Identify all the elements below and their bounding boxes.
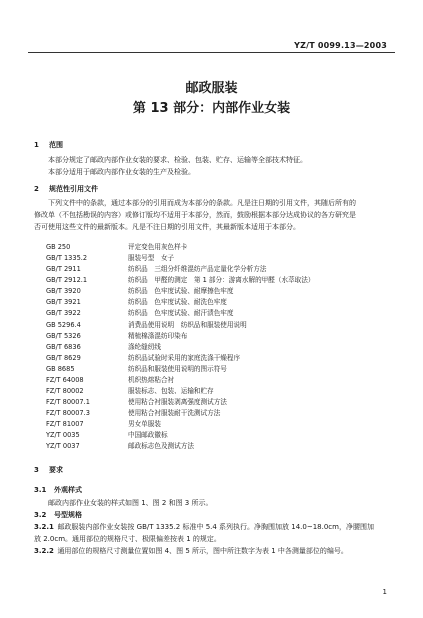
section-1-heading (34, 140, 63, 150)
section-title: 号型规格 (54, 511, 82, 519)
reference-item (46, 430, 314, 441)
reference-code: GB 8685 (46, 364, 75, 373)
reference-item (46, 275, 314, 286)
paragraph: 本部分规定了邮政内部作业女装的要求、检验、包装、贮存、运输等全部技术特征。 (48, 156, 307, 164)
reference-item (46, 253, 314, 264)
reference-item (46, 353, 314, 364)
section-title: 要求 (49, 466, 63, 474)
reference-title: 评定变色用灰色样卡 (128, 243, 188, 251)
section-3-2-2-body (34, 545, 390, 557)
reference-title: 消费品使用说明 纺织品和服装使用说明 (128, 320, 247, 329)
section-number: 3 (34, 466, 39, 474)
paragraph: 本部分适用于邮政内部作业女装的生产及检验。 (48, 168, 195, 176)
paragraph-line: 修改单（不包括勘误的内容）或修订版均不适用于本部分，然而，鼓励根据本部分达成协议的各方研究是 (34, 211, 356, 219)
section-3-2-heading (34, 510, 82, 520)
section-3-1-heading (34, 485, 82, 495)
page-number: 1 (382, 588, 387, 596)
section-number: 1 (34, 141, 39, 149)
reference-code: FZ/T 80007.1 (46, 398, 90, 407)
reference-title: 纺织品 三组分纤维混纺产品定量化学分析方法 (128, 265, 267, 274)
reference-code: FZ/T 81007 (46, 420, 84, 429)
reference-title: 纺织品 色牢度试验、耐洗色牢度 (128, 298, 227, 307)
section-3-heading (34, 465, 63, 475)
reference-title: 机织热熔粘合衬 (128, 375, 175, 384)
reference-title: 使用粘合衬服装耐干洗测试方法 (128, 409, 221, 418)
reference-item (46, 342, 314, 353)
reference-title: 纺织品试验时采用的家庭洗涤干燥程序 (128, 353, 241, 362)
clause-number: 3.2.2 (34, 547, 54, 555)
reference-code: GB/T 5326 (46, 331, 81, 340)
reference-code: GB 250 (46, 243, 71, 251)
reference-code: GB/T 6836 (46, 342, 81, 351)
reference-code: FZ/T 80007.3 (46, 409, 90, 418)
section-title: 范围 (49, 141, 63, 149)
paragraph: 邮政内部作业女装的样式如图 1、图 2 和图 3 所示。 (48, 499, 213, 507)
reference-list (46, 242, 314, 452)
reference-title: 精梳棉涤混纺印染布 (128, 331, 188, 340)
reference-item (46, 264, 314, 275)
reference-item (46, 419, 314, 430)
header-rule (28, 52, 395, 53)
clause-text: 邮政服装内部作业女装按 GB/T 1335.2 标准中 5.4 系列执行。净胸围加放 14.0~18.0cm，净腰围加 (57, 523, 374, 531)
reference-item (46, 308, 314, 319)
section-number: 3.1 (34, 486, 47, 494)
reference-code: GB/T 3921 (46, 298, 81, 307)
section-title: 规范性引用文件 (49, 185, 98, 193)
reference-title: 服装号型 女子 (128, 254, 175, 263)
reference-title: 中国邮政徽标 (128, 431, 168, 440)
reference-item (46, 397, 314, 408)
section-1-body (34, 154, 390, 178)
reference-code: FZ/T 64008 (46, 375, 84, 384)
clause-text: 通用部位的规格尺寸测量位置如图 4、图 5 所示，图中所注数字为表 1 中各测量部位的编号。 (57, 547, 348, 555)
section-title: 外观样式 (54, 486, 82, 494)
document-number: YZ/T 0099.13—2003 (294, 41, 387, 50)
reference-code: GB/T 2912.1 (46, 276, 88, 285)
reference-code: YZ/T 0035 (46, 431, 80, 440)
reference-code: FZ/T 80002 (46, 387, 84, 396)
paragraph-line: 放 2.0cm。通用部位的规格尺寸、极限偏差按表 1 的规定。 (34, 535, 221, 543)
reference-item (46, 320, 314, 331)
reference-item (46, 441, 314, 452)
section-2-heading (34, 184, 98, 194)
reference-title: 邮政标志色及测试方法 (128, 442, 194, 451)
section-3-1-body (34, 497, 390, 509)
reference-title: 纺织品 色牢度试验、耐汗渍色牢度 (128, 309, 234, 318)
section-number: 3.2 (34, 511, 47, 519)
section-3-2-1-body (34, 521, 390, 545)
reference-title: 纺织品和服装使用说明的图示符号 (128, 364, 227, 373)
reference-item (46, 242, 314, 253)
document-title: 邮政服装 (185, 81, 238, 96)
reference-code: GB/T 3920 (46, 287, 81, 296)
reference-code: GB/T 8629 (46, 353, 81, 362)
paragraph-line: 下列文件中的条款，通过本部分的引用而成为本部分的条款。凡是注日期的引用文件，其随后所有的 (48, 199, 356, 207)
reference-title: 服装标志、包装、运输和贮存 (128, 387, 214, 396)
reference-item (46, 386, 314, 397)
document-subtitle: 第 13 部分：内部作业女装 (132, 101, 291, 116)
paragraph-line (34, 521, 390, 533)
reference-title: 男女单服装 (128, 420, 161, 429)
reference-code: GB 5296.4 (46, 320, 81, 329)
reference-code: GB/T 1335.2 (46, 254, 88, 263)
reference-title: 纺织品 甲醛的测定 第 1 部分：游离水解的甲醛（水萃取法） (128, 276, 315, 285)
reference-item (46, 286, 314, 297)
reference-title: 涤纶缝纫线 (128, 342, 161, 351)
reference-item (46, 375, 314, 386)
reference-item (46, 331, 314, 342)
reference-title: 纺织品 色牢度试验、耐摩擦色牢度 (128, 287, 234, 296)
reference-item (46, 297, 314, 308)
reference-code: GB/T 2911 (46, 265, 81, 274)
section-number: 2 (34, 185, 39, 193)
reference-item (46, 408, 314, 419)
paragraph-line: 否可使用这些文件的最新版本。凡是不注日期的引用文件，其最新版本适用于本部分。 (34, 223, 300, 231)
paragraph-line (34, 545, 390, 557)
reference-code: GB/T 3922 (46, 309, 81, 318)
reference-item (46, 364, 314, 375)
clause-number: 3.2.1 (34, 523, 54, 531)
reference-code: YZ/T 0037 (46, 442, 80, 451)
reference-title: 使用粘合衬服装剥离强度测试方法 (128, 398, 227, 407)
section-2-body (34, 197, 390, 233)
